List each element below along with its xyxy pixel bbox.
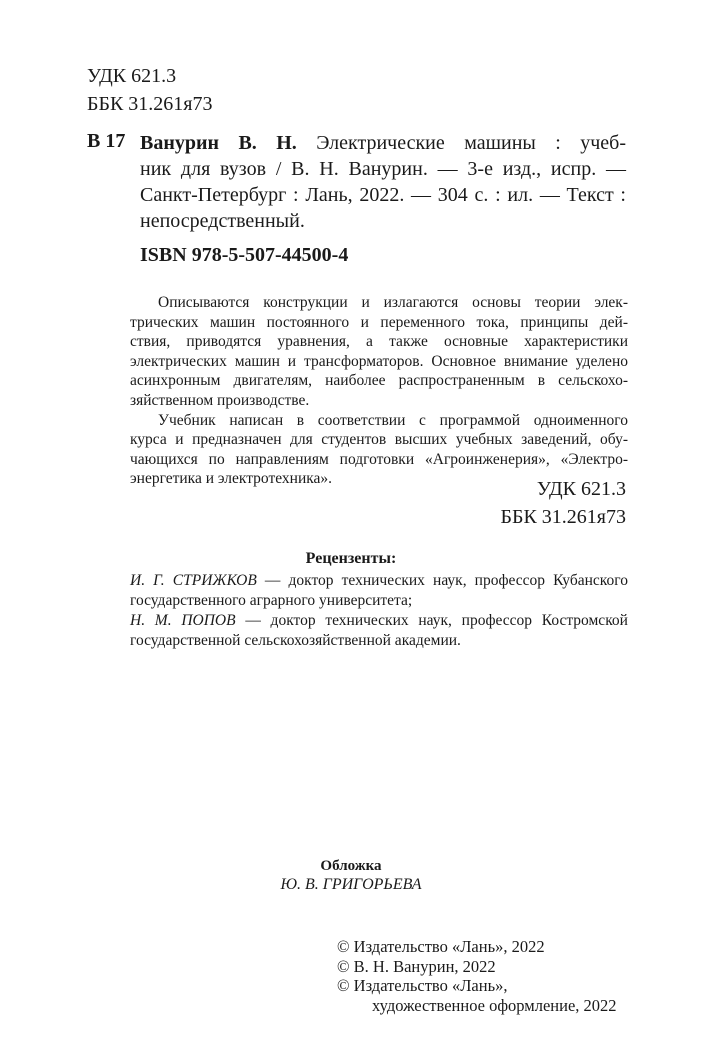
bbk-code-bottom: ББК 31.261я73 (500, 506, 626, 528)
reviewer-2-line-2: государственной сельскохозяйственной академии. (130, 632, 461, 649)
citation-author: Ванурин В. Н. (140, 132, 297, 154)
reviewer-1-name: И. Г. СТРИЖКОВ (130, 572, 257, 589)
annotation (130, 293, 628, 489)
annotation-line: чающихся по направлениям подготовки «Агроинженерия», «Электро- (130, 450, 628, 468)
annotation-line: электрических машин и трансформаторов. Основное внимание уделено (130, 352, 628, 370)
copyright-block (337, 937, 617, 1015)
copyright-line: художественное оформление, 2022 (372, 995, 617, 1015)
udk-code-bottom: УДК 621.3 (536, 478, 626, 500)
bibliographic-entry (140, 130, 626, 234)
annotation-line: Учебник написан в соответствии с программой одноименного (158, 411, 628, 429)
annotation-line: асинхронным двигателям, наиболее распространенным в сельскохо- (130, 372, 628, 390)
copyright-line: © Издательство «Лань», 2022 (337, 937, 545, 956)
bbk-code-top: ББК 31.261я73 (87, 93, 213, 115)
citation-line-4: непосредственный. (140, 210, 305, 232)
annotation-line: Описываются конструкции и излагаются основы теории элек- (158, 294, 628, 311)
reviewer-2-line-1 (130, 611, 628, 631)
reviewer-2-name: Н. М. ПОПОВ (130, 612, 236, 629)
cover-heading: Обложка (320, 858, 382, 874)
isbn: ISBN 978-5-507-44500-4 (140, 244, 349, 266)
udk-code-top: УДК 621.3 (87, 65, 177, 87)
copyright-line: © Издательство «Лань», (337, 976, 508, 995)
citation-line-2: ник для вузов / В. Н. Ванурин. — 3-е изд., испр. — (140, 158, 626, 180)
annotation-line: энергетика и электротехника». (130, 470, 333, 488)
citation-title: Электрические машины : учеб- (316, 132, 627, 154)
reviewer-1-line-2: государственного аграрного университета; (130, 592, 413, 609)
annotation-line: зяйственном производстве. (130, 391, 310, 409)
reviewers-list (130, 571, 628, 651)
copyright-line: © В. Н. Ванурин, 2022 (337, 956, 496, 976)
cover-designer: Ю. В. ГРИГОРЬЕВА (280, 876, 422, 893)
annotation-line: ствия, приводятся уравнения, а также основные характеристики (130, 333, 628, 351)
citation-line-3: Санкт-Петербург : Лань, 2022. — 304 с. : ил. — Текст : (140, 184, 626, 206)
author-mark: В 17 (87, 130, 126, 152)
citation-line-1 (140, 130, 626, 156)
reviewer-1-line-1 (130, 571, 628, 591)
annotation-line: курса и предназначен для студентов высших учебных заведений, обу- (130, 431, 628, 449)
reviewers-heading: Рецензенты: (305, 550, 397, 567)
annotation-line: трических машин постоянного и переменного тока, принципы дей- (130, 313, 628, 331)
reviewer-1-credentials: — доктор технических наук, профессор Кубанского (256, 572, 628, 589)
reviewer-2-credentials: — доктор технических наук, профессор Костромской (235, 612, 628, 629)
